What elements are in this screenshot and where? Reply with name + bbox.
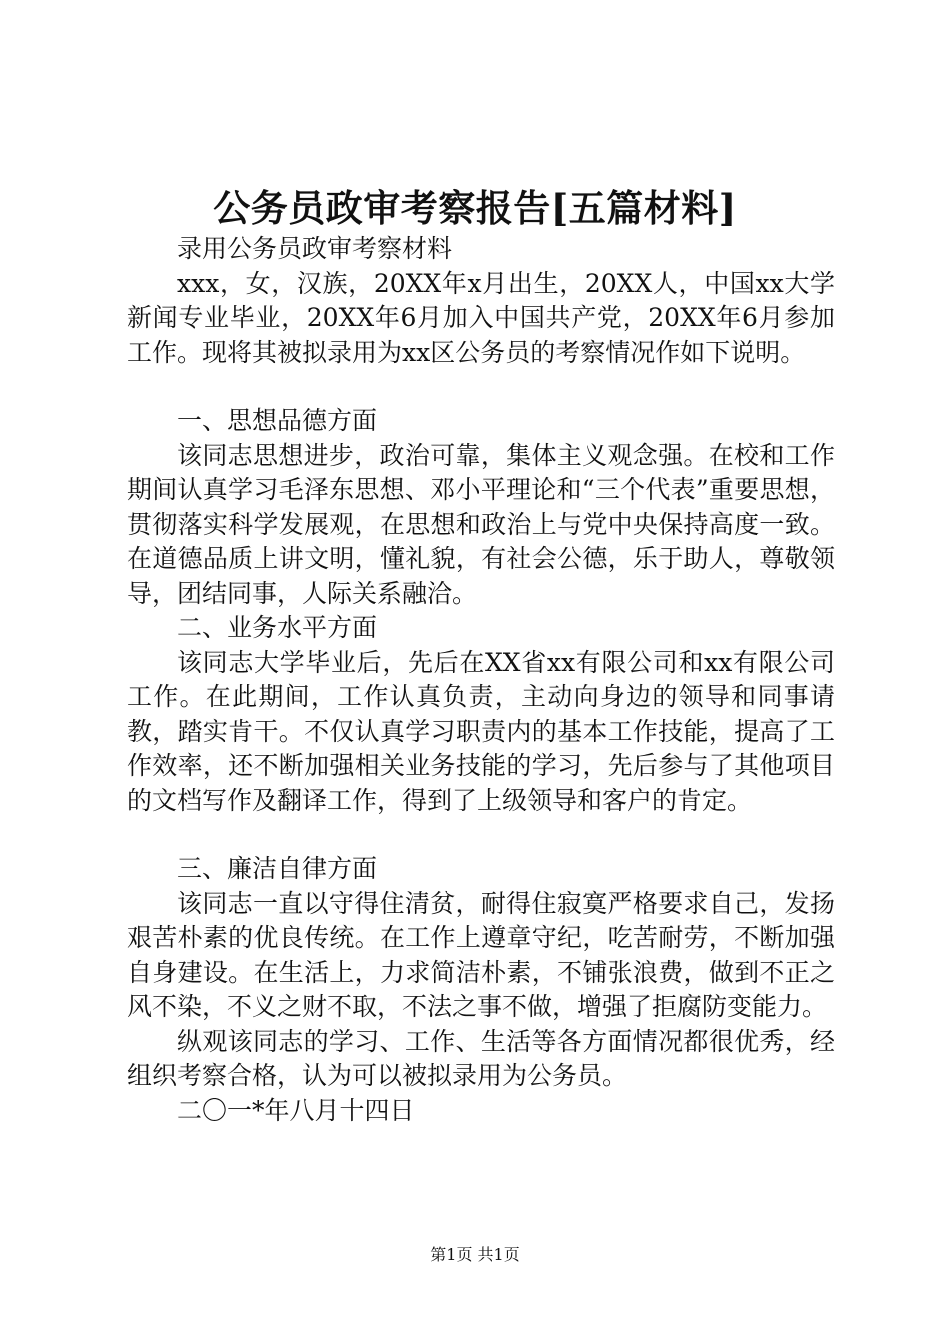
conclusion-paragraph: 纵观该同志的学习、工作、生活等各方面情况都很优秀，经组织考察合格，认为可以被拟录用为公务员。	[127, 1026, 835, 1090]
intro-paragraph: xxx，女，汉族，20XX年x月出生，20XX人，中国xx大学新闻专业毕业，20XX年6月加入中国共产党，20XX年6月参加工作。现将其被拟录用为xx区公务员的考察情况作如下说明。	[127, 268, 835, 367]
ideology-paragraph: 该同志思想进步，政治可靠，集体主义观念强。在校和工作期间认真学习毛泽东思想、邓小平理论和“三个代表”重要思想，贯彻落实科学发展观，在思想和政治上与党中央保持高度一致。在道德品质上讲文明，懂礼貌，有社会公德，乐于助人，尊敬领导，团结同事，人际关系融洽。	[127, 440, 835, 608]
document-body	[127, 232, 835, 1128]
document-title: 公务员政审考察报告[五篇材料]	[213, 186, 737, 230]
integrity-paragraph: 该同志一直以守得住清贫，耐得住寂寞严格要求自己，发扬艰苦朴素的优良传统。在工作上遵章守纪，吃苦耐劳，不断加强自身建设。在生活上，力求简洁朴素，不铺张浪费，做到不正之风不染，不义之财不取，不法之事不做，增强了拒腐防变能力。	[127, 888, 835, 1021]
page-footer: 第1页 共1页	[430, 1245, 520, 1264]
section-heading-business: 二、业务水平方面	[177, 613, 378, 642]
subtitle-paragraph: 录用公务员政审考察材料	[177, 234, 453, 263]
section-heading-integrity: 三、廉洁自律方面	[177, 854, 378, 883]
section-heading-ideology: 一、思想品德方面	[177, 406, 378, 435]
date-line: 二〇一*年八月十四日	[177, 1095, 415, 1125]
business-paragraph: 该同志大学毕业后，先后在XX省xx有限公司和xx有限公司工作。在此期间，工作认真负责，主动向身边的领导和同事请教，踏实肯干。不仅认真学习职责内的基本工作技能，提高了工作效率，还不断加强相关业务技能的学习，先后参与了其他项目的文档写作及翻译工作，得到了上级领导和客户的肯定。	[127, 647, 835, 815]
